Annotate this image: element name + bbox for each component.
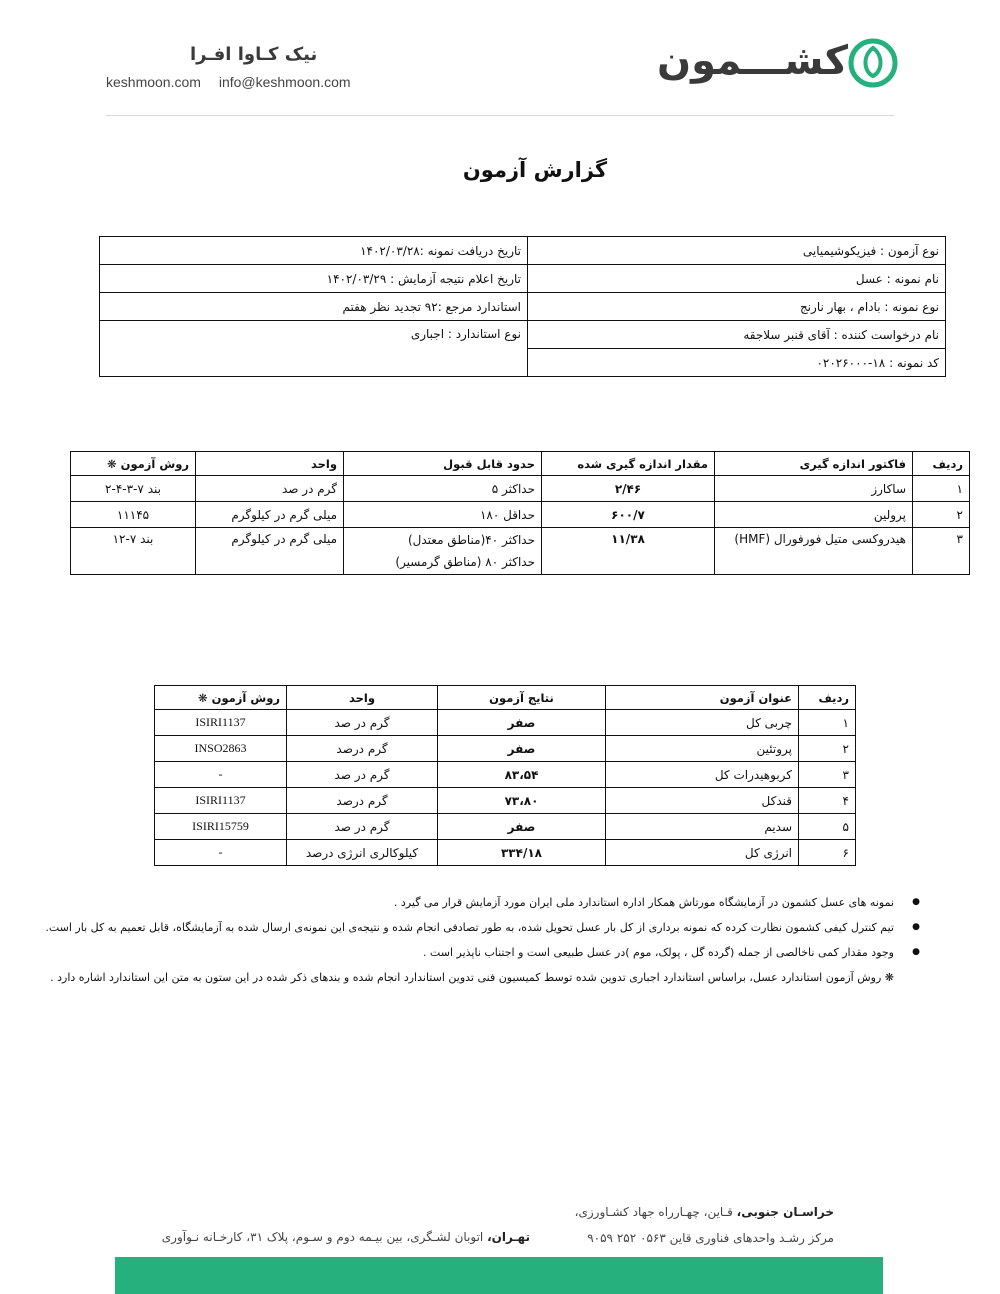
table-header-row: [71, 452, 970, 476]
test-result: ۳۳۴/۱۸: [438, 840, 606, 866]
test-title: سدیم: [606, 814, 799, 840]
sample-name: نام نمونه : عسل: [528, 265, 946, 293]
row-index: ۲: [913, 502, 970, 528]
test-method: بند ۷-۱۲: [71, 528, 196, 575]
address-detail: قـاین، چهـارراه جهاد کشـاورزی،: [574, 1205, 737, 1219]
unit: گرم در صد: [196, 476, 344, 502]
method-footnote: ❋ روش آزمون استاندارد عسل، براساس استاندارد اجباری تدوین شده توسط کمیسیون فنی تدوین استاندارد انجام شده و بندهای ذکر شده در این ستون به متن این استاندارد اشاره دارد .: [50, 971, 894, 984]
page-title: گزارش آزمون: [462, 158, 608, 182]
test-title: انرژی کل: [606, 840, 799, 866]
footer-brand-bar: [115, 1257, 883, 1294]
row-index: ۱: [913, 476, 970, 502]
test-result: صفر: [438, 814, 606, 840]
test-method: ۱۱۱۴۵: [71, 502, 196, 528]
table-row: [71, 502, 970, 528]
keshmoon-logo-icon: [846, 36, 900, 90]
row-index: ۳: [799, 762, 856, 788]
test-result: ۷۳،۸۰: [438, 788, 606, 814]
address-detail: اتوبان لشـگری، بین بیـمه دوم و سـوم، پلاک ۳۱، کارخـانه نـوآوری: [161, 1230, 488, 1244]
result-date: تاریخ اعلام نتیجه آزمایش : ۱۴۰۲/۰۳/۲۹: [100, 265, 528, 293]
limit-line: حداکثر ۸۰ (مناطق گرمسیر): [395, 555, 535, 569]
table-header-row: [155, 686, 856, 710]
factor-name: پرولین: [715, 502, 913, 528]
column-header: عنوان آزمون: [606, 686, 799, 710]
test-title: قندکل: [606, 788, 799, 814]
test-type: نوع آزمون : فیزیکوشیمیایی: [528, 237, 946, 265]
table-row: [155, 710, 856, 736]
receive-date: تاریخ دریافت نمونه :۱۴۰۲/۰۳/۲۸: [100, 237, 528, 265]
sample-code: کد نمونه : ۱۸-۰۲۰۲۶۰۰۰: [528, 349, 946, 377]
column-header: مقدار اندازه گیری شده: [542, 452, 715, 476]
notes-section: [45, 890, 922, 990]
note-item: ● وجود مقدار کمی ناخالصی از جمله (گرده گل ، پولک، موم )در عسل طبیعی است و اجتناب ناپذیر است .: [90, 940, 922, 965]
test-title: پروتئین: [606, 736, 799, 762]
company-name: نیک کـاوا افـرا: [190, 44, 318, 65]
measured-value: ۶۰۰/۷: [542, 502, 715, 528]
unit: گرم درصد: [287, 736, 438, 762]
column-header: روش آزمون ❋: [155, 686, 287, 710]
table-row: [155, 814, 856, 840]
email-link[interactable]: info@keshmoon.com: [218, 74, 351, 90]
test-method: -: [155, 840, 287, 866]
test-method: -: [155, 762, 287, 788]
test-result: صفر: [438, 710, 606, 736]
address-south-khorasan: [574, 1205, 834, 1219]
unit: میلی گرم در کیلوگرم: [196, 502, 344, 528]
quality-factors-table: [70, 451, 970, 575]
address-city: تهـران،: [487, 1230, 530, 1244]
table-row: [155, 736, 856, 762]
unit: گرم درصد: [287, 788, 438, 814]
reference-standard: استاندارد مرجع :۹۲ تجدید نظر هفتم: [100, 293, 528, 321]
test-method: ISIRI1137: [155, 788, 287, 814]
limit-line: حداکثر ۴۰(مناطق معتدل): [407, 533, 535, 547]
test-title: چربی کل: [606, 710, 799, 736]
note-item: ● تیم کنترل کیفی کشمون نظارت کرده که نمونه برداری از کل بار عسل تحویل شده، به طور تصادفی انجام شده و نتیجه‌ی این نمونه‌ی ارسال شده به آزمایشگاه، قابل تعمیم به کل بار است.: [90, 915, 922, 940]
address-tehran: [160, 1230, 530, 1244]
sample-kind: نوع نمونه : بادام ، بهار نارنج: [528, 293, 946, 321]
column-header: روش آزمون ❋: [71, 452, 196, 476]
test-method: INSO2863: [155, 736, 287, 762]
row-index: ۲: [799, 736, 856, 762]
measured-value: ۱۱/۳۸: [542, 528, 715, 575]
factor-name: ساکارز: [715, 476, 913, 502]
requester: نام درخواست کننده : آقای قنبر سلاجقه: [528, 321, 946, 349]
acceptable-limit: حداکثر ۵: [344, 476, 542, 502]
unit: گرم در صد: [287, 710, 438, 736]
row-index: ۵: [799, 814, 856, 840]
test-method: بند ۷-۳-۴-۲: [71, 476, 196, 502]
test-result: ۸۳،۵۴: [438, 762, 606, 788]
table-row: [155, 788, 856, 814]
note-item: ● نمونه های عسل کشمون در آزمایشگاه مورتاش همکار اداره استاندارد ملی ایران مورد آزمایش قرار می گیرد .: [90, 890, 922, 915]
measured-value: ۲/۴۶: [542, 476, 715, 502]
unit: کیلوکالری انرژی درصد: [287, 840, 438, 866]
nutrition-results-table: [154, 685, 856, 866]
acceptable-limit: [344, 528, 542, 575]
column-header: واحد: [287, 686, 438, 710]
sample-info-table: [99, 236, 946, 377]
table-row: [155, 762, 856, 788]
column-header: فاکتور اندازه گیری: [715, 452, 913, 476]
test-title: کربوهیدرات کل: [606, 762, 799, 788]
row-index: ۳: [913, 528, 970, 575]
column-header: واحد: [196, 452, 344, 476]
row-index: ۱: [799, 710, 856, 736]
row-index: ۴: [799, 788, 856, 814]
column-header: نتایج آزمون: [438, 686, 606, 710]
row-index: ۶: [799, 840, 856, 866]
standard-type: نوع استاندارد : اجباری: [100, 321, 528, 377]
table-row: [71, 476, 970, 502]
unit: گرم در صد: [287, 814, 438, 840]
website-link[interactable]: keshmoon.com: [106, 74, 201, 90]
column-header: ردیف: [913, 452, 970, 476]
unit: گرم در صد: [287, 762, 438, 788]
test-method: ISIRI15759: [155, 814, 287, 840]
header-divider: [106, 115, 894, 116]
table-row: [155, 840, 856, 866]
brand-name: کشـــمون: [656, 38, 848, 84]
address-phone-line: مرکز رشـد واحدهای فناوری قاین ۰۵۶۳ ۲۵۲ ۹۰۵۹: [587, 1231, 834, 1245]
column-header: حدود قابل قبول: [344, 452, 542, 476]
address-region: خراسـان جنوبی،: [736, 1205, 834, 1219]
table-row: [71, 528, 970, 575]
contact-line: [106, 74, 365, 90]
column-header: ردیف: [799, 686, 856, 710]
factor-name: هیدروکسی متیل فورفورال (HMF): [715, 528, 913, 575]
unit: میلی گرم در کیلوگرم: [196, 528, 344, 575]
test-method: ISIRI1137: [155, 710, 287, 736]
test-result: صفر: [438, 736, 606, 762]
acceptable-limit: حداقل ۱۸۰: [344, 502, 542, 528]
